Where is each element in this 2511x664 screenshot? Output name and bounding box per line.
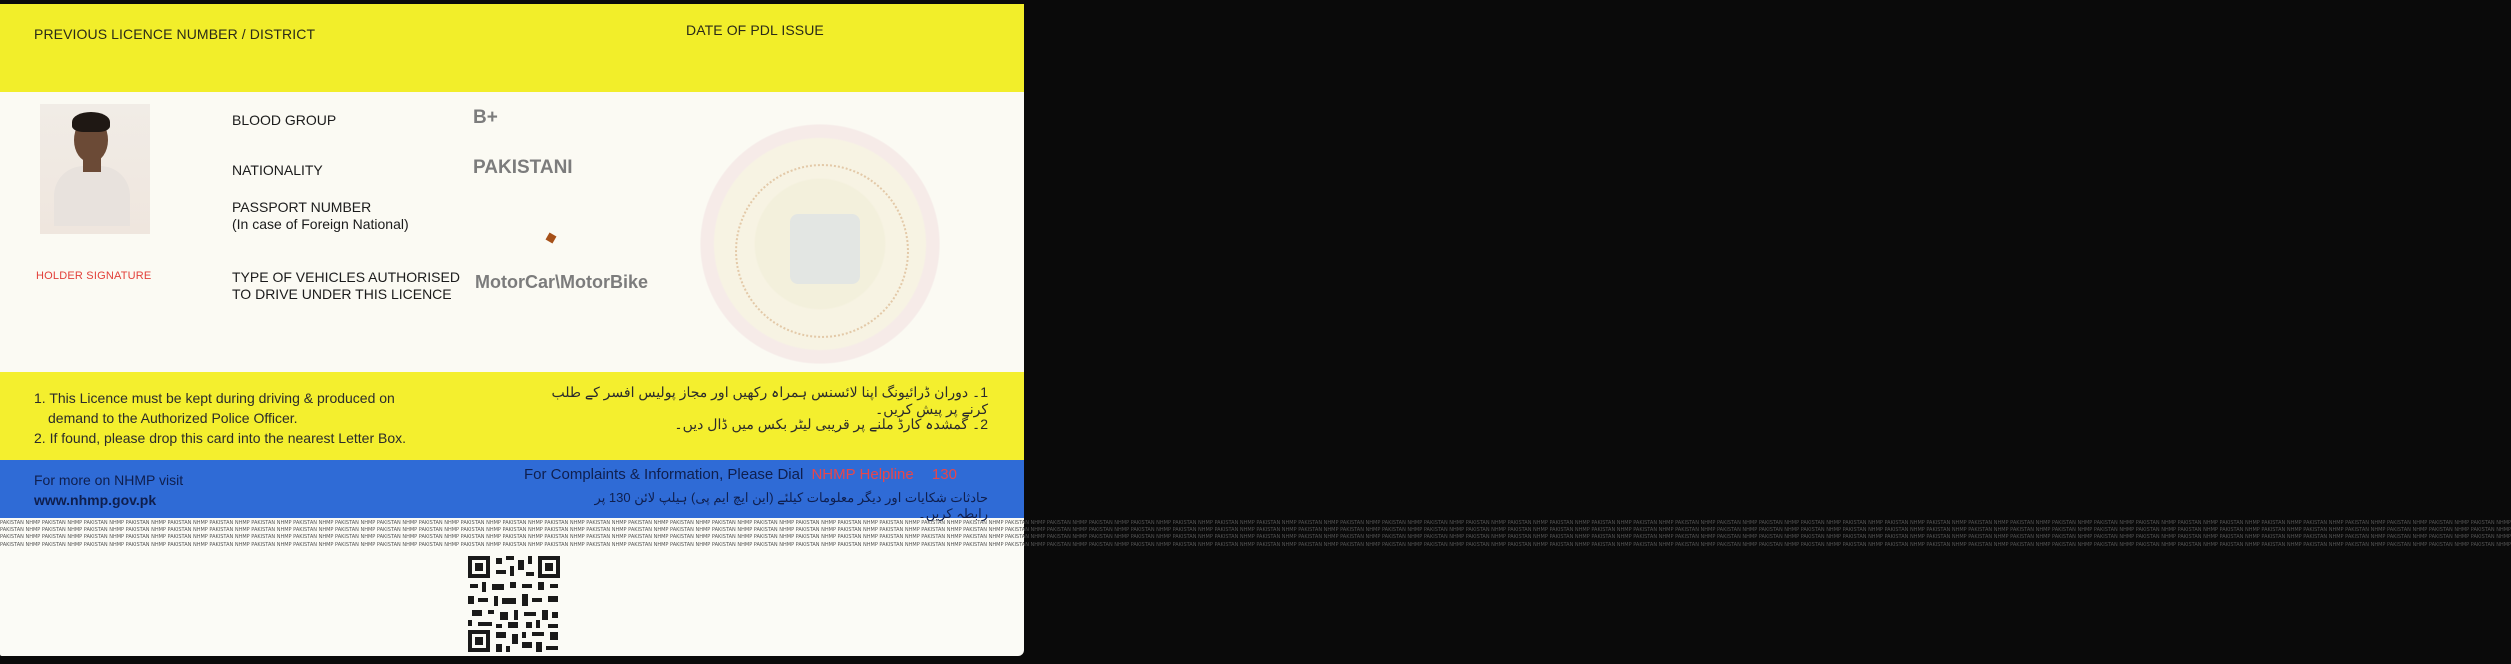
- notice-en-line2: demand to the Authorized Police Officer.: [48, 410, 298, 426]
- vehicles-label-line1: TYPE OF VEHICLES AUTHORISED: [232, 269, 460, 285]
- microprint-line: PAKISTAN NHMP PAKISTAN NHMP PAKISTAN NHMP PAKISTAN NHMP PAKISTAN NHMP PAKISTAN NHMP PAKISTAN NHMP PAKISTAN NHMP PAKISTAN NHMP PAKISTAN NHMP PAKISTAN NHMP PAKISTAN NHMP PAKISTAN NHMP PAKISTAN NHMP PAKISTAN NHMP PAKISTAN NHMP PAKISTAN NHMP PAKISTAN NHMP PAKISTAN NHMP PAKISTAN NHMP PAKISTAN NHMP PAKISTAN NHMP PAKISTAN NHMP PAKISTAN NHMP PAKISTAN NHMP PAKISTAN NHMP PAKISTAN NHMP PAKISTAN NHMP PAKISTAN NHMP PAKISTAN NHMP PAKISTAN NHMP PAKISTAN NHMP PAKISTAN NHMP PAKISTAN NHMP PAKISTAN NHMP PAKISTAN NHMP PAKISTAN NHMP PAKISTAN NHMP PAKISTAN NHMP PAKISTAN NHMP PAKISTAN NHMP PAKISTAN NHMP PAKISTAN NHMP PAKISTAN NHMP PAKISTAN NHMP PAKISTAN NHMP PAKISTAN NHMP PAKISTAN NHMP PAKISTAN NHMP PAKISTAN NHMP PAKISTAN NHMP PAKISTAN NHMP PAKISTAN NHMP PAKISTAN NHMP PAKISTAN NHMP PAKISTAN NHMP PAKISTAN NHMP PAKISTAN NHMP PAKISTAN NHMP PAKISTAN NHMP: [0, 541, 2511, 548]
- helpline-name: NHMP Helpline: [811, 466, 914, 483]
- blood-group-label: BLOOD GROUP: [232, 112, 337, 128]
- vehicles-label-line2: TO DRIVE UNDER THIS LICENCE: [232, 286, 452, 302]
- notice-yellow-band: [0, 372, 1024, 460]
- notice-ur-line2: 2۔ گمشدہ کارڈ ملنے پر قریبی لیٹر بکس میں ڈال دیں۔: [674, 416, 988, 432]
- notice-en-line3: 2. If found, please drop this card into the nearest Letter Box.: [34, 430, 407, 446]
- top-yellow-band: [0, 4, 1024, 92]
- helpline-urdu: حادثات شکایات اور دیگر معلومات کیلئے (این ایچ ایم پی) ہیلپ لائن 130 پر رابطہ کریں۔: [594, 490, 988, 521]
- complaints-line: [524, 466, 957, 483]
- nationality-value: PAKISTANI: [473, 157, 573, 178]
- notice-ur-line1: 1۔ دوران ڈرائیونگ اپنا لائسنس ہمراہ رکھیں اور مجاز پولیس افسر کے طلب کرنے پر پیش کریں۔: [551, 384, 988, 417]
- pdl-issue-label: DATE OF PDL ISSUE: [686, 22, 824, 38]
- passport-label: [232, 199, 409, 233]
- microprint-line: PAKISTAN NHMP PAKISTAN NHMP PAKISTAN NHMP PAKISTAN NHMP PAKISTAN NHMP PAKISTAN NHMP PAKISTAN NHMP PAKISTAN NHMP PAKISTAN NHMP PAKISTAN NHMP PAKISTAN NHMP PAKISTAN NHMP PAKISTAN NHMP PAKISTAN NHMP PAKISTAN NHMP PAKISTAN NHMP PAKISTAN NHMP PAKISTAN NHMP PAKISTAN NHMP PAKISTAN NHMP PAKISTAN NHMP PAKISTAN NHMP PAKISTAN NHMP PAKISTAN NHMP PAKISTAN NHMP PAKISTAN NHMP PAKISTAN NHMP PAKISTAN NHMP PAKISTAN NHMP PAKISTAN NHMP PAKISTAN NHMP PAKISTAN NHMP PAKISTAN NHMP PAKISTAN NHMP PAKISTAN NHMP PAKISTAN NHMP PAKISTAN NHMP PAKISTAN NHMP PAKISTAN NHMP PAKISTAN NHMP PAKISTAN NHMP PAKISTAN NHMP PAKISTAN NHMP PAKISTAN NHMP PAKISTAN NHMP PAKISTAN NHMP PAKISTAN NHMP PAKISTAN NHMP PAKISTAN NHMP PAKISTAN NHMP PAKISTAN NHMP PAKISTAN NHMP PAKISTAN NHMP PAKISTAN NHMP PAKISTAN NHMP PAKISTAN NHMP PAKISTAN NHMP PAKISTAN NHMP PAKISTAN NHMP PAKISTAN NHMP: [0, 534, 2511, 541]
- licence-card-back: [0, 4, 2511, 656]
- blood-group-value: B+: [473, 107, 498, 128]
- notice-en-line1: 1. This Licence must be kept during driving & produced on: [34, 390, 395, 406]
- previous-licence-label: PREVIOUS LICENCE NUMBER / DISTRICT: [34, 26, 316, 42]
- microprint-line: PAKISTAN NHMP PAKISTAN NHMP PAKISTAN NHMP PAKISTAN NHMP PAKISTAN NHMP PAKISTAN NHMP PAKISTAN NHMP PAKISTAN NHMP PAKISTAN NHMP PAKISTAN NHMP PAKISTAN NHMP PAKISTAN NHMP PAKISTAN NHMP PAKISTAN NHMP PAKISTAN NHMP PAKISTAN NHMP PAKISTAN NHMP PAKISTAN NHMP PAKISTAN NHMP PAKISTAN NHMP PAKISTAN NHMP PAKISTAN NHMP PAKISTAN NHMP PAKISTAN NHMP PAKISTAN NHMP PAKISTAN NHMP PAKISTAN NHMP PAKISTAN NHMP PAKISTAN NHMP PAKISTAN NHMP PAKISTAN NHMP PAKISTAN NHMP PAKISTAN NHMP PAKISTAN NHMP PAKISTAN NHMP PAKISTAN NHMP PAKISTAN NHMP PAKISTAN NHMP PAKISTAN NHMP PAKISTAN NHMP PAKISTAN NHMP PAKISTAN NHMP PAKISTAN NHMP PAKISTAN NHMP PAKISTAN NHMP PAKISTAN NHMP PAKISTAN NHMP PAKISTAN NHMP PAKISTAN NHMP PAKISTAN NHMP PAKISTAN NHMP PAKISTAN NHMP PAKISTAN NHMP PAKISTAN NHMP PAKISTAN NHMP PAKISTAN NHMP PAKISTAN NHMP PAKISTAN NHMP PAKISTAN NHMP PAKISTAN NHMP: [0, 520, 2511, 526]
- contact-blue-band: [0, 460, 1024, 521]
- nationality-label: NATIONALITY: [232, 162, 323, 178]
- microprint-line: PAKISTAN NHMP PAKISTAN NHMP PAKISTAN NHMP PAKISTAN NHMP PAKISTAN NHMP PAKISTAN NHMP PAKISTAN NHMP PAKISTAN NHMP PAKISTAN NHMP PAKISTAN NHMP PAKISTAN NHMP PAKISTAN NHMP PAKISTAN NHMP PAKISTAN NHMP PAKISTAN NHMP PAKISTAN NHMP PAKISTAN NHMP PAKISTAN NHMP PAKISTAN NHMP PAKISTAN NHMP PAKISTAN NHMP PAKISTAN NHMP PAKISTAN NHMP PAKISTAN NHMP PAKISTAN NHMP PAKISTAN NHMP PAKISTAN NHMP PAKISTAN NHMP PAKISTAN NHMP PAKISTAN NHMP PAKISTAN NHMP PAKISTAN NHMP PAKISTAN NHMP PAKISTAN NHMP PAKISTAN NHMP PAKISTAN NHMP PAKISTAN NHMP PAKISTAN NHMP PAKISTAN NHMP PAKISTAN NHMP PAKISTAN NHMP PAKISTAN NHMP PAKISTAN NHMP PAKISTAN NHMP PAKISTAN NHMP PAKISTAN NHMP PAKISTAN NHMP PAKISTAN NHMP PAKISTAN NHMP PAKISTAN NHMP PAKISTAN NHMP PAKISTAN NHMP PAKISTAN NHMP PAKISTAN NHMP PAKISTAN NHMP PAKISTAN NHMP PAKISTAN NHMP PAKISTAN NHMP PAKISTAN NHMP PAKISTAN NHMP: [0, 527, 2511, 534]
- visit-line: For more on NHMP visit: [34, 472, 184, 488]
- passport-label-line2: (In case of Foreign National): [232, 216, 409, 232]
- microprint-security-lines: [0, 520, 2511, 550]
- qr-code: [466, 554, 562, 654]
- passport-label-line1: PASSPORT NUMBER: [232, 199, 372, 215]
- vehicles-label: [232, 269, 460, 303]
- holder-signature-label: HOLDER SIGNATURE: [36, 270, 152, 282]
- vehicles-value: MotorCar\MotorBike: [475, 272, 649, 292]
- seal-emblem: [790, 214, 860, 284]
- complaints-prefix: For Complaints & Information, Please Dial: [524, 466, 804, 483]
- helpline-number: 130: [931, 466, 957, 483]
- holder-photo: [40, 104, 150, 234]
- website-link[interactable]: www.nhmp.gov.pk: [34, 492, 157, 508]
